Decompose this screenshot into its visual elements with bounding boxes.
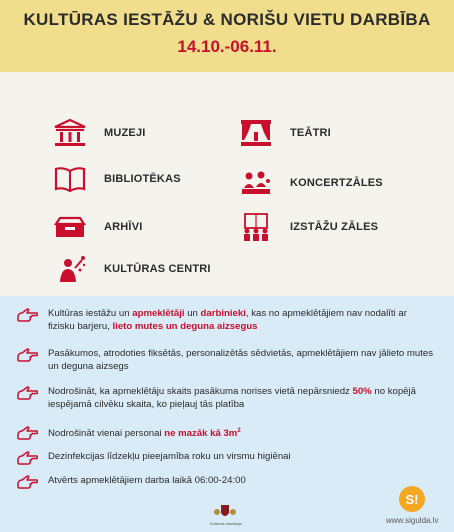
category-museums: [50, 116, 146, 150]
pointing-hand-icon: [16, 475, 38, 489]
coat-of-arms-icon: [212, 504, 238, 520]
archive-icon: [50, 210, 90, 244]
category-label: BIBLIOTĒKAS: [104, 173, 181, 185]
rule-text: [48, 474, 246, 487]
rule-text-part: Kultūras iestāžu un: [48, 308, 133, 319]
pointing-hand-icon: [16, 451, 38, 465]
rule-text-part: Nodrošināt vienai personai: [48, 428, 165, 440]
rule-text: [48, 307, 434, 333]
superscript-text: 2: [237, 428, 241, 434]
category-concert-halls: [236, 166, 383, 200]
header-banner: [0, 0, 454, 72]
rule-item: [16, 307, 434, 333]
category-libraries: [50, 162, 181, 196]
highlighted-text: 50%: [352, 386, 372, 397]
rule-text: [48, 347, 434, 373]
category-label: MUZEJI: [104, 127, 146, 139]
crest-caption: Kultūras ministrija: [210, 521, 242, 526]
rule-text-part: un: [184, 308, 201, 319]
rule-item: [16, 474, 434, 489]
culture-centre-icon: [50, 252, 90, 286]
highlighted-text: apmeklētāji: [132, 308, 185, 319]
pointing-hand-icon: [16, 348, 38, 362]
website-link[interactable]: www.sigulda.lv: [386, 516, 439, 525]
rule-item: [16, 385, 434, 411]
category-culture-centres: [50, 252, 211, 286]
rule-item: [16, 425, 434, 440]
pointing-hand-icon: [16, 386, 38, 400]
category-label: KULTŪRAS CENTRI: [104, 263, 211, 275]
highlighted-text: ne mazāk kā 3m: [164, 428, 238, 440]
rule-item: [16, 450, 434, 465]
pointing-hand-icon: [16, 308, 38, 322]
rule-text-part: Pasākumos, atrodoties fiksētās, personalizētās sēdvietās, apmeklētājiem nav jālieto mutes un deguna aizsegs: [48, 348, 434, 372]
concert-hall-icon: [236, 166, 276, 200]
category-label: KONCERTZĀLES: [290, 177, 383, 189]
rules-panel: [0, 296, 454, 532]
category-archives: [50, 210, 142, 244]
rule-text-part: , kas no apmeklētājiem nav nodalīti ar fizisku barjeru,: [48, 308, 407, 332]
category-exhibition-halls: [236, 210, 378, 244]
date-range: 14.10.-06.11.: [177, 37, 277, 56]
category-label: IZSTĀŽU ZĀLES: [290, 221, 379, 233]
rule-text-part: Dezinfekcijas līdzekļu pieejamība roku un virsmu higiēnai: [48, 451, 291, 462]
category-theatres: [236, 116, 331, 150]
rule-text-part: no kopējā iespējamā cilvēku skaita, ko pieļauj tās platība: [48, 386, 416, 410]
category-label: TEĀTRI: [290, 127, 331, 139]
category-label: ARHĪVI: [104, 221, 143, 233]
highlighted-text: darbinieki: [200, 308, 246, 319]
rule-text: [48, 450, 291, 463]
museum-icon: [50, 116, 90, 150]
sigulda-logo-icon: S!: [399, 486, 425, 512]
theatre-icon: [236, 116, 276, 150]
rule-text-part: Nodrošināt, ka apmeklētāju skaits pasākuma norises vietā nepārsniedz: [48, 386, 353, 397]
exhibition-hall-icon: [236, 210, 276, 244]
pointing-hand-icon: [16, 426, 38, 440]
library-book-icon: [50, 162, 90, 196]
rule-item: [16, 347, 434, 373]
page-title: KULTŪRAS IESTĀŽU & NORIŠU VIETU DARBĪBA: [23, 10, 431, 29]
rule-text-part: Atvērts apmeklētājiem darba laikā 06:00-24:00: [48, 475, 246, 486]
rule-text: [48, 425, 241, 440]
rule-text: [48, 385, 434, 411]
highlighted-text: lieto mutes un deguna aizsegus: [112, 321, 258, 332]
